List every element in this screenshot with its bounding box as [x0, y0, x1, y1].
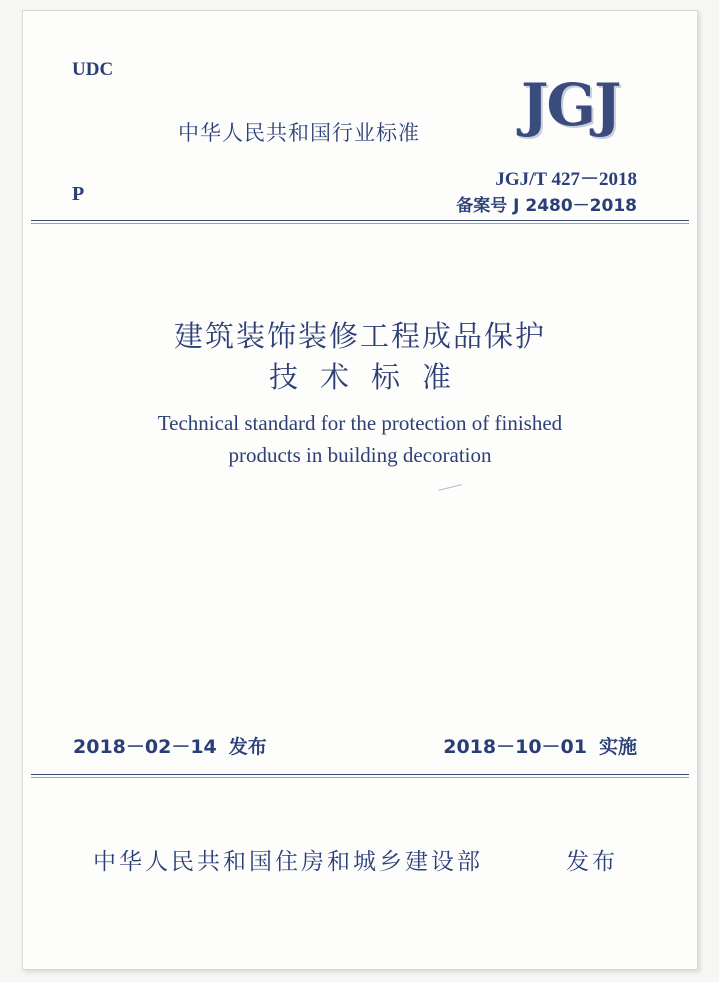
classification-label: P	[72, 183, 85, 205]
top-divider-thin	[31, 223, 689, 224]
logo-letter: J	[594, 71, 620, 139]
publisher-action: 发布	[566, 849, 618, 875]
issue-label: 发布	[228, 736, 267, 758]
publisher-name: 中华人民共和国住房和城乡建设部	[93, 849, 483, 875]
title-english-line2: products in building decoration	[228, 443, 492, 467]
title-english-line1: Technical standard for the protection of finished	[157, 411, 563, 435]
bottom-divider-thin	[31, 777, 689, 778]
issue-date-line	[73, 732, 267, 759]
bottom-divider	[31, 774, 689, 775]
title-chinese-line2: 技术标准	[268, 360, 473, 394]
logo-letter: J	[521, 71, 547, 139]
record-number: 备案号 J 2480－2018	[456, 196, 637, 216]
udc-label: UDC	[72, 59, 114, 80]
implement-label: 实施	[598, 736, 637, 758]
issue-date: 2018－02－14	[73, 736, 217, 758]
implement-date-line	[443, 732, 637, 759]
jgj-logo	[521, 71, 620, 139]
paper-mark	[438, 484, 462, 491]
top-divider	[31, 220, 689, 221]
standard-code: JGJ/T 427－2018	[495, 169, 637, 190]
logo-letter: G	[546, 71, 594, 139]
document-cover	[22, 10, 698, 970]
implement-date: 2018－10－01	[443, 736, 587, 758]
title-chinese-line1: 建筑装饰装修工程成品保护	[173, 319, 546, 353]
industry-standard-heading: 中华人民共和国行业标准	[178, 121, 420, 145]
